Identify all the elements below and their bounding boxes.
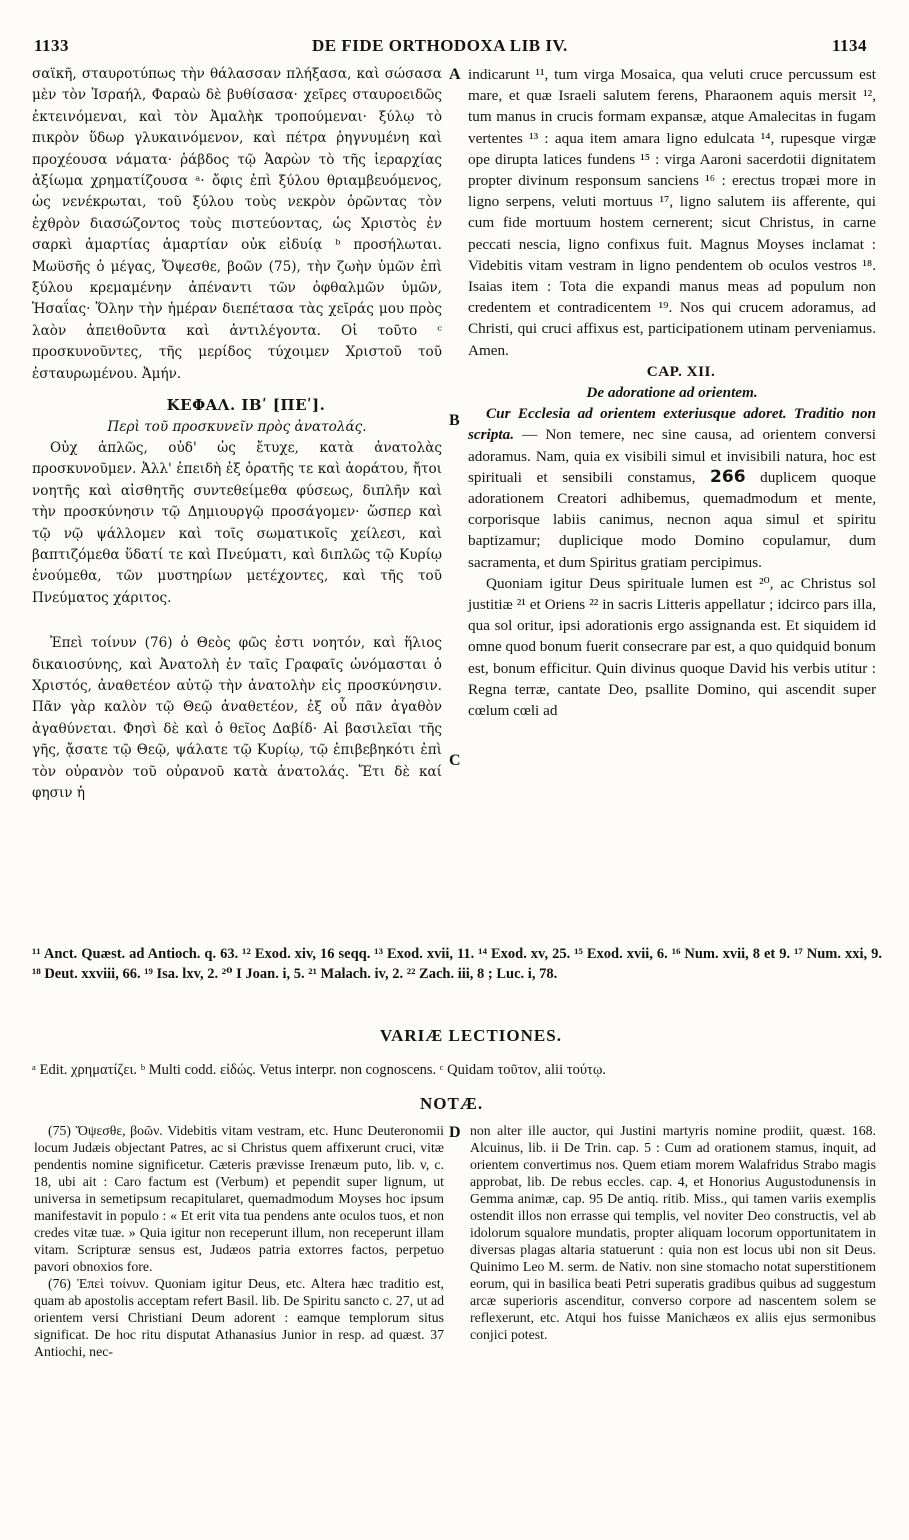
running-title: DE FIDE ORTHODOXA LIB IV. [312,36,568,55]
notae-left-column [34,1122,444,1360]
note-76-continued: non alter ille auctor, qui Justini martyris nomine prodiit, quæst. 168. Alcuinus, lib. ii De Trin. cap. 5 : Cum ad orationem stamus, inquit, ad orientem convertimus nos. Quem etiam morem Walafridus Strabo magis approbat, lib. De rebus eccles. cap. 4, et Honorius Augustodunensis in Gemma animæ, cap. 95 De antiq. ritib. Miss., qui tamen variis exemplis ostendit illos non errasse qui templis, vel noviter Deo constructis, vel ab idolorum squalore mundatis, propter aliquam locorum opportunitatem in diversas plagas altaria statuerunt : quia non est locus ubi non sit Deus. Quinimo Leo M. serm. de Nativ. non sine stomacho notat superstitionem eorum, qui in basilica beati Petri superatis gradibus quibus ad suggestum arcæ superioris ascenditur, converso corpore ad nascentem solem se reflexerunt, etc. Atqui hos fuisse Manichæos ex aliis ejus sermonibus conjici potest. [470,1123,876,1342]
latin-column [468,64,876,721]
margin-letter-b: B [449,412,460,429]
note-75: (75) Ὄψεσθε, βοῶν. Videbitis vitam vestram, etc. Hunc Deuteronomii locum Judæis objectant Patres, ac si Christus quem affixerunt cruci, vitæ pendentis nomine significetur. Cæteris prævisse Irenæum puto, lib. v, c. 18, ubi ait : Caro factum est (Verbum) et pependit super lignum, ut universa in semetipsum recapitularet, quemadmodum Moyses hoc ipsum manifestavit in populo : « Et erit vita tua pendens ante oculos tuos, et non credes vitæ tuæ. » Quia igitur non receperunt illum, non receperunt illam vitam. Scripturæ sensus est, Judæos patria extorres factos, perpetuo pavori obnoxios fore. [34,1123,444,1274]
greek-chapter-heading: ΚΕΦΑΛ. ΙΒʹ [ΠΕʹ]. [166,396,326,415]
variae-lectiones-title: VARIÆ LECTIONES. [380,1026,562,1045]
greek-paragraph-1: σαϊκῆ, σταυροτύπως τὴν θάλασσαν πλήξασα, καὶ σώσασα μὲν τὸν Ἰσραήλ, Φαραὼ δὲ βυθίσασα· χεῖρες σταυροειδῶς ἐκτεινόμεναι, καὶ τὸν Ἀμαλὴκ τροπούμεναι· ξύλῳ τὸ πικρὸν ὕδωρ γλυκαινόμενον, καὶ πέτρα ῥηγνυμένη καὶ προχέουσα νάματα· ῥάβδος τῷ Ἀαρὼν τὸ τῆς ἱεραρχίας ἀξίωμα χρηματίζουσα ᵃ· ὄφις ἐπὶ ξύλου θριαμβευόμενος, ὡς νενέκρωται, τοῦ ξύλου τοὺς νεκρὸν ὁρῶντας τὸν ἐχθρὸν διασώζοντος τοὺς πιστεύοντας, ὡς Χριστὸς ἐν σαρκὶ ἁμαρτίας ἁμαρτίαν οὐκ εἰδυίᾳ ᵇ προσήλωται. Μωϋσῆς ὁ μέγας, Ὄψεσθε, βοῶν (75), τὴν ζωὴν ὑμῶν ἐπὶ ξύλου κρεμαμένην ἀπέναντι τῶν ὀφθαλμῶν ὑμῶν, Ἡσαΐας· Ὅλην τὴν ἡμέραν διεπέτασα τὰς χεῖράς μου πρὸς λαὸν ἀπειθοῦντα καὶ ἀντιλέγοντα. Οἱ τοῦτο ᶜ προσκυνοῦντες, τῆς μερίδος τύχοιμεν Χριστοῦ τοῦ ἐσταυρωμένου. Ἀμήν. [32,66,442,382]
latin-paragraph-2-continued: duplicem quoque adorationem Creatori adhibemus, quemadmodum et mente, corporisque labiis canimus, necnon aqua simul et spiritu baptizamur; duplicique modo Domino copulamur, dum sacramenta, et dum Spiritus gratiam percipimus. [468,468,877,571]
latin-chapter-heading: CAP. XII. [646,362,716,380]
notae-title: NOTÆ. [420,1094,484,1113]
greek-paragraph-2: Οὐχ ἁπλῶς, οὐδ' ὡς ἔτυχε, κατὰ ἀνατολὰς προσκυνοῦμεν. Ἀλλ' ἐπειδὴ ἐξ ὁρατῆς τε καὶ ἀοράτου, ἤτοι νοητῆς καὶ αἰσθητῆς συντεθείμεθα φύσεως, διπλῆν καὶ τὴν προσκύνησιν τῷ Δημιουργῷ προσάγομεν· ὥσπερ καὶ τῷ νῷ ψάλλομεν καὶ τοῖς σωματικοῖς χείλεσι, καὶ βαπτιζόμεθα ὕδατί τε καὶ Πνεύματι, καὶ διπλῶς τῷ Κυρίῳ ἑνούμεθα, τῶν μυστηρίων μετέχοντες, καὶ τῆς τοῦ Πνεύματος χάριτος. [32,439,442,606]
variae-lectiones-text: ᵃ Edit. χρηματίζει. ᵇ Multi codd. εἰδώς. Vetus interpr. non cognoscens. ᶜ Quidam τοῦτον, alii τούτῳ. [32,1062,606,1078]
margin-letter-c: C [449,752,461,769]
greek-paragraph-3: Ἐπεὶ τοίνυν (76) ὁ Θεὸς φῶς ἐστι νοητόν, καὶ ἥλιος δικαιοσύνης, καὶ Ἀνατολὴ ἐν ταῖς Γραφαῖς ὠνόμασται ὁ Χριστός, ἀναθετέον αὐτῷ τὴν ἀνατολὴν εἰς προσκύνησιν. Πᾶν γὰρ καλὸν τῷ Θεῷ ἀναθετέον, ἐξ οὗ πᾶν ἀγαθὸν ἀγαθύνεται. Φησὶ δὲ καὶ ὁ θεῖος Δαβίδ· Αἱ βασιλεῖαι τῆς γῆς, ᾄσατε τῷ Θεῷ, ψάλατε τῷ Κυρίῳ, τῷ ἐπιβεβηκότι ἐπὶ τὸν οὐρανὸν τοῦ οὐρανοῦ κατὰ ἀνατολάς. Ἔτι δὲ καί φησιν ἡ [32,635,442,801]
margin-letter-a: A [449,66,461,83]
margin-letter-d: D [449,1124,461,1141]
latin-chapter-title: De adoratione ad orientem. [586,384,758,402]
page-number-right: 1134 [832,36,868,55]
notae-right-column [470,1122,876,1343]
note-76: (76) Ἐπεὶ τοίνυν. Quoniam igitur Deus, etc. Altera hæc traditio est, quam ab apostolis acceptam refert Basil. lib. De Spiritu sancto c. 27, ut ad orientem versi Christiani Deum adorent : eamque templorum situs significat. De hoc ritu disputat Athanasius Junior in resp. ad quæst. 37 Antiochi, nec- [34,1276,444,1359]
latin-paragraph-3: Quoniam igitur Deus spirituale lumen est ²⁰, ac Christus sol justitiæ ²¹ et Oriens ²² in sacris Litteris appellatur ; idcirco pars illa, qua sol oritur, ipsi adorationis ergo assignanda est. Et siquidem id omne quod bonum fuerit consecrare par est, a quo quidquid bonum est, bonum efficitur. Quin divinus quoque David his verbis utitur : Regna terræ, cantate Deo, psallite Domino, qui ascendit super cœlum cœli ad [468,574,876,720]
scripture-references: ¹¹ Anct. Quæst. ad Antioch. q. 63. ¹² Exod. xiv, 16 seqq. ¹³ Exod. xvii, 11. ¹⁴ Exod. xv, 25. ¹⁵ Exod. xvii, 6. ¹⁶ Num. xvii, 8 et 9. ¹⁷ Num. xxi, 9. ¹⁸ Deut. xxviii, 66. ¹⁹ Isa. lxv, 2. ²⁰ I Joan. i, 5. ²¹ Malach. iv, 2. ²² Zach. iii, 8 ; Luc. i, 78. [32,946,882,982]
latin-paragraph-2-text: — Non temere, nec sine causa, ad orientem conversi adoramus. Nam, quia ex visibili simul et invisibili natura, hoc est spirituali et sensibili constamus, [468,426,876,486]
latin-paragraph-1: indicarunt ¹¹, tum virga Mosaica, qua veluti cruce percussum est mare, et quæ Israeli salutem ferens, Pharaonem aquis mersit ¹², tum manus in crucis formam expansæ, atque Amalecitas in fugam vertentes ¹³ : aqua item amara ligno edulcata ¹⁴, rupesque virgæ ope dirupta latices fundens ¹⁵ : virga Aaroni sacerdotii dignitatem propter divinum responsum sanciens ¹⁶ : erectus tropæi more in ligno serpens, veluti mortuus ¹⁷, ligno salutem iis afferente, qui cum fide mortuum hostem cernerent; sicut Christus, in carne peccati nescia, ligno confixus fuit. Magnus Moyses inclamat : Videbitis vitam vestram in ligno pendentem ob oculos vestros ¹⁸. Isaias item : Tota die expandi manus meas ad populum non credentem et contradicentem ¹⁹. Nos qui crucem adoramus, ad Christi, qui cruci affixus est, participationem utinam perveniamus. Amen. [468,66,876,359]
column-number: 266 [710,466,746,487]
greek-column [32,64,442,804]
latin-paragraph-2 [468,403,876,573]
greek-chapter-title: Περὶ τοῦ προσκυνεῖν πρὸς ἀνατολάς. [107,418,367,435]
latin-summary: Cur Ecclesia ad orientem exteriusque adoret. Traditio non scripta. [468,405,876,444]
page-number-left: 1133 [34,36,70,55]
